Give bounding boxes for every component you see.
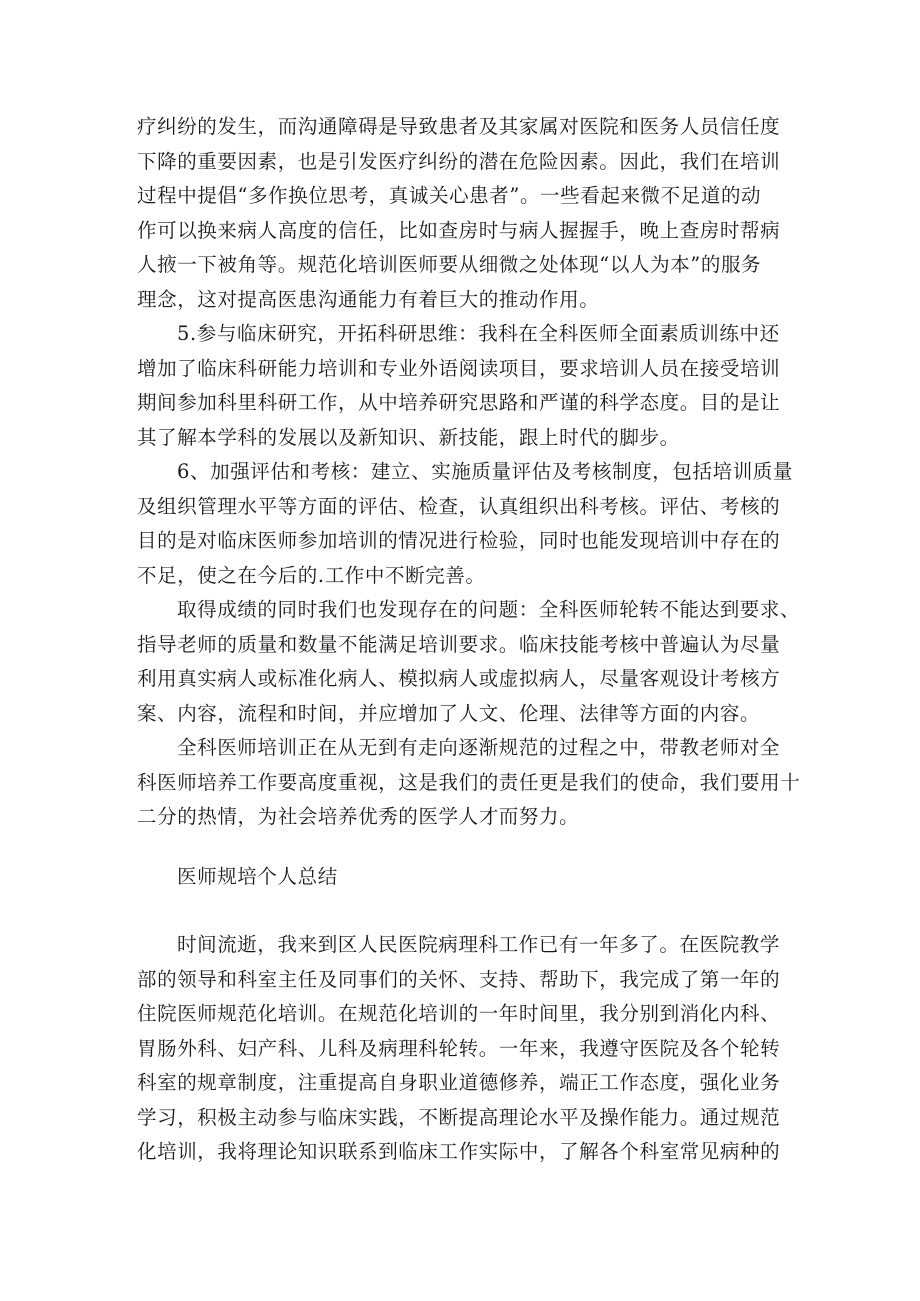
text-line: 住院医师规范化培训。在规范化培训的一年时间里，我分别到消化内科、: [137, 1002, 781, 1025]
text-line: 部的领导和科室主任及同事们的关怀、支持、帮助下，我完成了第一年的: [137, 967, 781, 991]
text-line: 期间参加科里科研工作，从中培养研究思路和严谨的科学态度。目的是让: [137, 391, 781, 414]
text-line: 理念，这对提高医患沟通能力有着巨大的推动作用。: [137, 287, 600, 311]
paragraph-personal-summary: [137, 928, 787, 1170]
text-line: 时间流逝，我来到区人民医院病理科工作已有一年多了。在医院教学: [177, 933, 781, 956]
text-line: 指导老师的质量和数量不能满足培训要求。临床技能考核中普遍认为尽量: [137, 632, 781, 656]
paragraph-assessment: [137, 455, 794, 593]
text-line: 及组织管理水平等方面的评估、检查，认真组织出科考核。评估、考核的: [137, 494, 781, 518]
paragraph-conclusion: [137, 731, 801, 835]
section-heading: 医师规培个人总结: [177, 865, 338, 888]
text-line: 5.参与临床研究，开拓科研思维：我科在全科医师全面素质训练中还: [177, 322, 780, 345]
paragraph-clinical-research: [137, 317, 787, 455]
text-line: 下降的重要因素，也是引发医疗纠纷的潜在危险因素。因此，我们在培训: [137, 149, 781, 173]
text-line: 作可以换来病人高度的信任，比如查房时与病人握握手，晚上查房时帮病: [137, 218, 781, 242]
text-line: 目的是对临床医师参加培训的情况进行检验，同时也能发现培训中存在的: [137, 529, 781, 552]
paragraph-communication: [137, 110, 787, 317]
text-line: 取得成绩的同时我们也发现存在的问题：全科医师轮转不能达到要求、: [177, 598, 801, 621]
text-line: 增加了临床科研能力培训和专业外语阅读项目，要求培训人员在接受培训: [137, 356, 781, 380]
text-line: 学习，积极主动参与临床实践，不断提高理论水平及操作能力。通过规范: [137, 1105, 781, 1129]
paragraph-problems: [137, 593, 801, 731]
text-line: 其了解本学科的发展以及新知识、新技能，跟上时代的脚步。: [137, 425, 680, 449]
text-line: 二分的热情，为社会培养优秀的医学人才而努力。: [137, 805, 580, 828]
text-line: 疗纠纷的发生，而沟通障碍是导致患者及其家属对医院和医务人员信任度: [137, 115, 781, 138]
text-line: 6、加强评估和考核：建立、实施质量评估及考核制度，包括培训质量: [177, 460, 794, 483]
text-line: 全科医师培训正在从无到有走向逐渐规范的过程之中，带教老师对全: [177, 736, 781, 759]
text-line: 科室的规章制度，注重提高自身职业道德修养，端正工作态度，强化业务: [137, 1071, 781, 1094]
text-line: 科医师培养工作要高度重视，这是我们的责任更是我们的使命，我们要用十: [137, 770, 801, 794]
text-line: 人掖一下被角等。规范化培训医师要从细微之处体现“以人为本”的服务: [137, 253, 762, 276]
text-line: 胃肠外科、妇产科、儿科及病理科轮转。一年来，我遵守医院及各个轮转: [137, 1036, 781, 1060]
text-line: 过程中提倡“多作换位思考，真诚关心患者”。一些看起来微不足道的动: [137, 184, 762, 207]
text-line: 利用真实病人或标准化病人、模拟病人或虚拟病人，尽量客观设计考核方: [137, 667, 781, 690]
text-line: 不足，使之在今后的.工作中不断完善。: [137, 563, 486, 587]
text-line: 案、内容，流程和时间，并应增加了人文、伦理、法律等方面的内容。: [137, 701, 761, 725]
text-line: 化培训，我将理论知识联系到临床工作实际中，了解各个科室常见病种的: [137, 1140, 781, 1163]
